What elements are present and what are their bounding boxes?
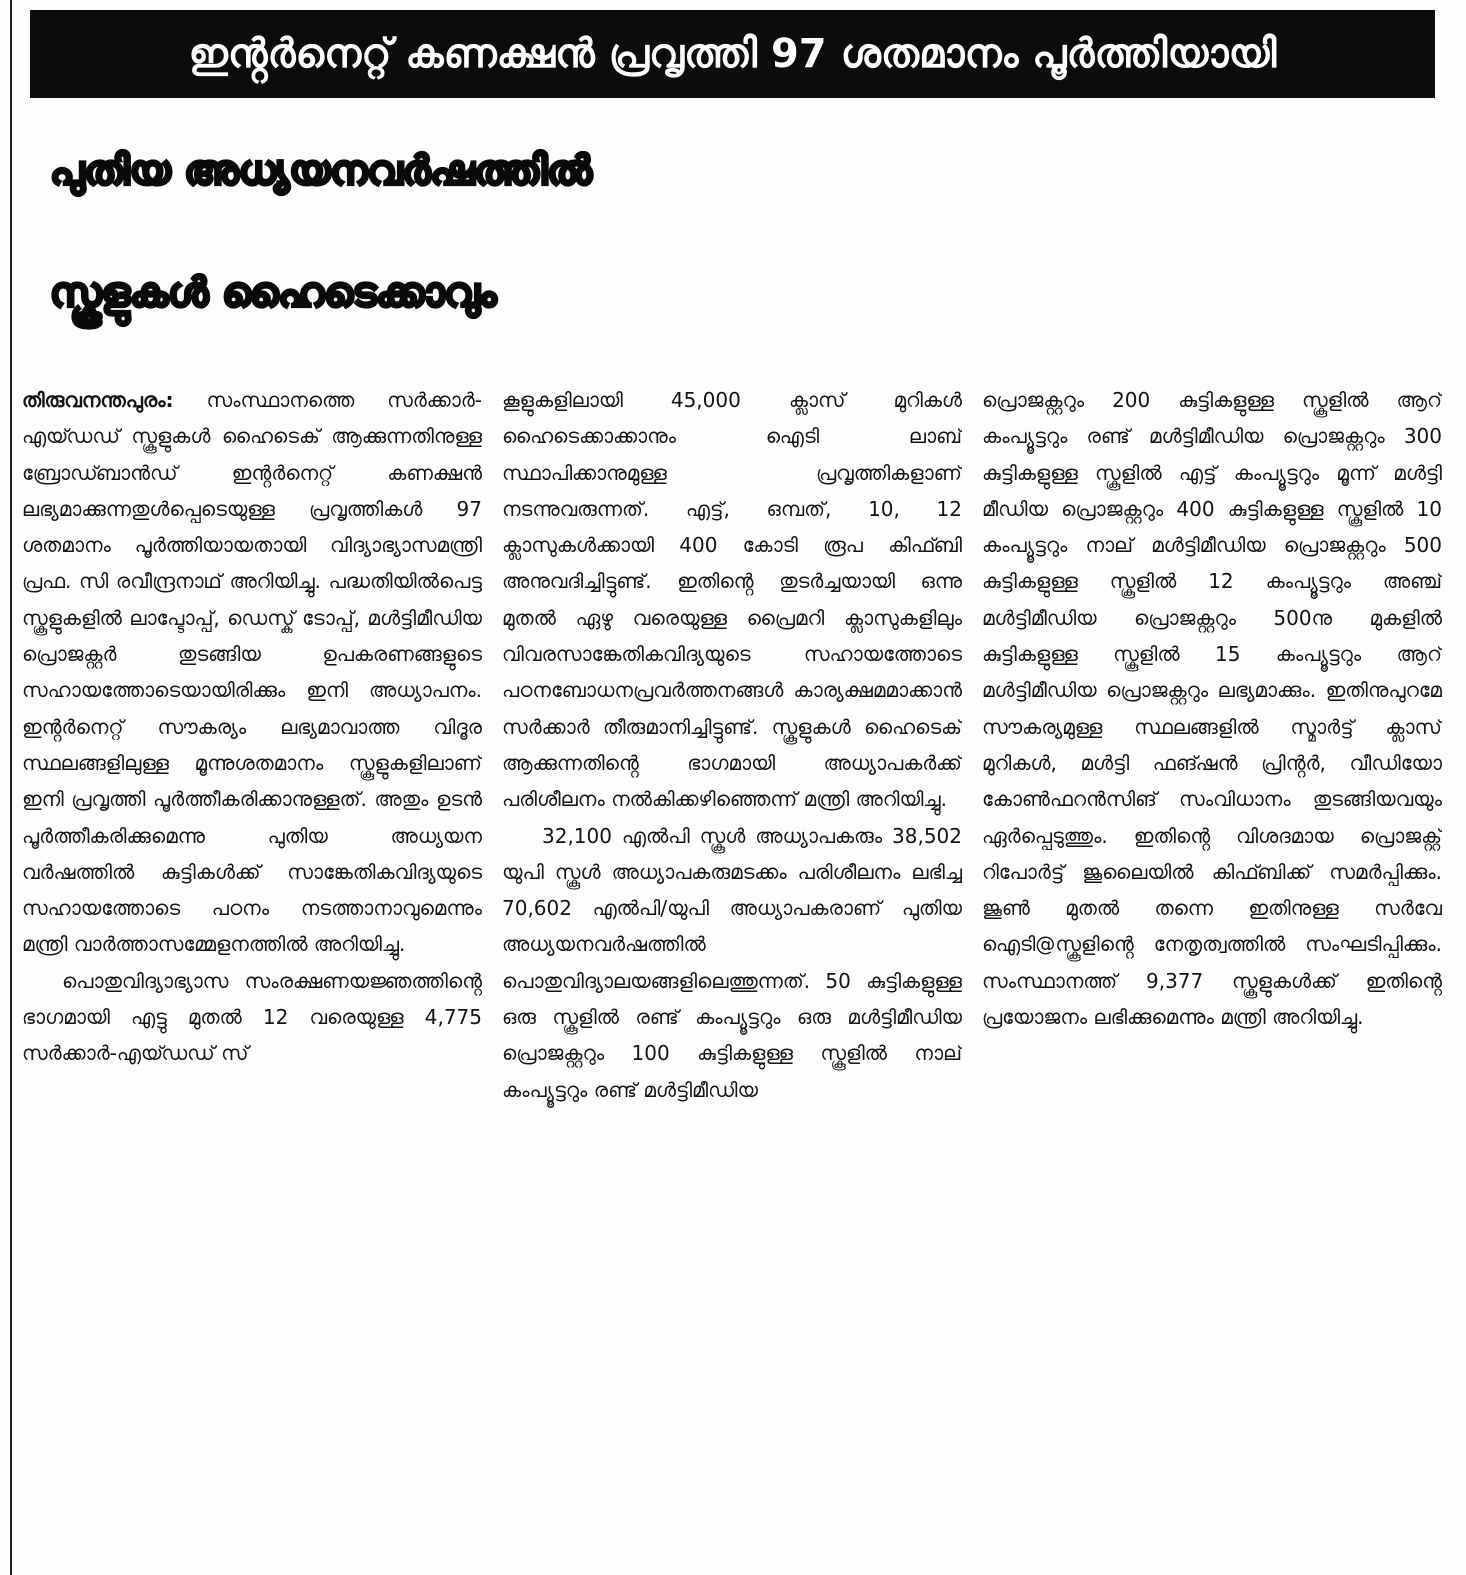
article-column-3 [982,382,1442,1562]
column-rule [10,0,12,1575]
paragraph: പ്രൊജക്റ്ററും 200 കുട്ടികളുള്ള സ്കൂളിൽ ആറ് കംപ്യൂട്ടറും രണ്ട് മൾട്ടിമീഡിയ പ്രൊജക്റ്ററും 300 കുട്ടികളുള്ള സ്കൂളിൽ എട്ട് കംപ്യൂട്ടറും മൂന്ന് മൾട്ടി മീഡിയ പ്രൊജക്റ്ററും 400 കുട്ടികളുള്ള സ്കൂളിൽ 10 കംപ്യൂട്ടറും നാല് മൾട്ടിമീഡിയ പ്രൊജക്റ്ററും 500 കുട്ടികളുള്ള സ്കൂളിൽ 12 കംപ്യൂട്ടറും അഞ്ച് മൾട്ടിമീഡിയ പ്രൊജക്റ്ററും 500നു മുകളിൽ കുട്ടികളുള്ള സ്കൂളിൽ 15 കംപ്യൂട്ടറും ആറ് മൾട്ടിമീഡിയ പ്രൊജക്റ്ററും ലഭ്യമാക്കും. ഇതിനുപുറമേ സൗകര്യമുള്ള സ്ഥലങ്ങളിൽ സ്മാർട്ട് ക്ലാസ് മുറികൾ, മൾട്ടി ഫങ്ഷൻ പ്രിൻ്റർ, വീഡിയോ കോൺഫറൻസിങ് സംവിധാനം തുടങ്ങിയവയും ഏർപ്പെടുത്തും. ഇതിൻ്റെ വിശദമായ പ്രൊജക്റ്റ് റിപോർട്ട് ജൂലൈയിൽ കിഫ്ബിക്ക് സമർപ്പിക്കും. ജൂൺ മുതൽ തന്നെ ഇതിനുള്ള സർവേ ഐടി@സ്കൂളിൻ്റെ നേതൃത്വത്തിൽ സംഘടിപ്പിക്കും. സംസ്ഥാനത്ത് 9,377 സ്കൂളുകൾക്ക് ഇതിൻ്റെ പ്രയോജനം ലഭിക്കുമെന്നും മന്ത്രി അറിയിച്ചു. [982,388,1442,1030]
article-column-1 [22,382,482,1562]
dateline: തിരുവനന്തപുരം: [22,388,174,412]
paragraph: 32,100 എൽപി സ്കൂൾ അധ്യാപകരും 38,502 യുപി സ്കൂൾ അധ്യാപകരുമടക്കം പരിശീലനം ലഭിച്ച 70,602 എൽപി/യുപി അധ്യാപകരാണ് പുതിയ അധ്യയനവർഷത്തിൽ പൊതുവിദ്യാലയങ്ങളിലെത്തുന്നത്. 50 കുട്ടികളുള്ള ഒരു സ്കൂളിൽ രണ്ട് കംപ്യൂട്ടറും ഒരു മൾട്ടിമീഡിയ പ്രൊജക്റ്ററും 100 കുട്ടികളുള്ള സ്കൂളിൽ നാല് കംപ്യൂട്ടറും രണ്ട് മൾട്ടിമീഡിയ [502,823,962,1102]
paragraph [22,382,482,963]
paragraph-text: സംസ്ഥാനത്തെ സർക്കാർ-എയ്ഡഡ് സ്കൂളുകൾ ഹൈടെക് ആക്കുന്നതിനുള്ള ബ്രോഡ്ബാൻഡ് ഇൻ്റർനെറ്റ് കണക്ഷൻ ലഭ്യമാക്കുന്നതുൾപ്പെടെയുള്ള പ്രവൃത്തികൾ 97 ശതമാനം പൂർത്തിയായതായി വിദ്യാഭ്യാസമന്ത്രി പ്രഫ. സി രവീന്ദ്രനാഥ് അറിയിച്ചു. പദ്ധതിയിൽപെട്ട സ്കൂളുകളിൽ ലാപ്ടോപ്പ്, ഡെസ്ക് ടോപ്പ്, മൾട്ടിമീഡിയ പ്രൊജക്റ്റർ തുടങ്ങിയ ഉപകരണങ്ങളുടെ സഹായത്തോടെയായിരിക്കും ഇനി അധ്യാപനം. ഇൻ്റർനെറ്റ് സൗകര്യം ലഭ്യമാവാത്ത വിദൂര സ്ഥലങ്ങളിലുള്ള മൂന്നുശതമാനം സ്കൂളുകളിലാണ് ഇനി പ്രവൃത്തി പൂർത്തീകരിക്കാനുള്ളത്. അതും ഉടൻ പൂർത്തീകരിക്കുമെന്നു പുതിയ അധ്യയന വർഷത്തിൽ കുട്ടികൾക്ക് സാങ്കേതികവിദ്യയുടെ സഹായത്തോടെ പഠനം നടത്താനാവുമെന്നും മന്ത്രി വാർത്താസമ്മേളനത്തിൽ അറിയിച്ചു. [22,388,482,957]
article-column-2 [502,382,962,1562]
paragraph: പൊതുവിദ്യാഭ്യാസ സംരക്ഷണയജ്ഞത്തിൻ്റെ ഭാഗമായി എട്ടു മുതൽ 12 വരെയുള്ള 4,775 സർക്കാർ-എയ്ഡഡ് സ് [22,968,482,1066]
headline [30,110,1435,354]
headline-line-1: പുതിയ അധ്യയനവർഷത്തിൽ [50,148,592,194]
kicker-bar [30,10,1435,98]
article-body [22,382,1442,1562]
paragraph: കൂളുകളിലായി 45,000 ക്ലാസ് മുറികൾ ഹൈടെക്കാക്കാനും ഐടി ലാബ് സ്ഥാപിക്കാനുമുള്ള പ്രവൃത്തികളാണ് നടന്നുവരുന്നത്. എട്ട്, ഒമ്പത്, 10, 12 ക്ലാസുകൾക്കായി 400 കോടി രൂപ കിഫ്ബി അനുവദിച്ചിട്ടുണ്ട്. ഇതിൻ്റെ തുടർച്ചയായി ഒന്നു മുതൽ ഏഴു വരെയുള്ള പ്രൈമറി ക്ലാസുകളിലും വിവരസാങ്കേതികവിദ്യയുടെ സഹായത്തോടെ പഠനബോധനപ്രവർത്തനങ്ങൾ കാര്യക്ഷമമാക്കാൻ സർക്കാർ തീരുമാനിച്ചിട്ടുണ്ട്. സ്കൂളുകൾ ഹൈടെക് ആക്കുന്നതിൻ്റെ ഭാഗമായി അധ്യാപകർക്ക് പരിശീലനം നൽകിക്കഴിഞ്ഞെന്ന് മന്ത്രി അറിയിച്ചു. [502,388,962,812]
kicker-text: ഇൻ്റർനെറ്റ് കണക്ഷൻ പ്രവൃത്തി 97 ശതമാനം പൂർത്തിയായി [188,31,1277,77]
headline-line-2: സ്കൂളുകൾ ഹൈടെക്കാവും [50,270,497,316]
